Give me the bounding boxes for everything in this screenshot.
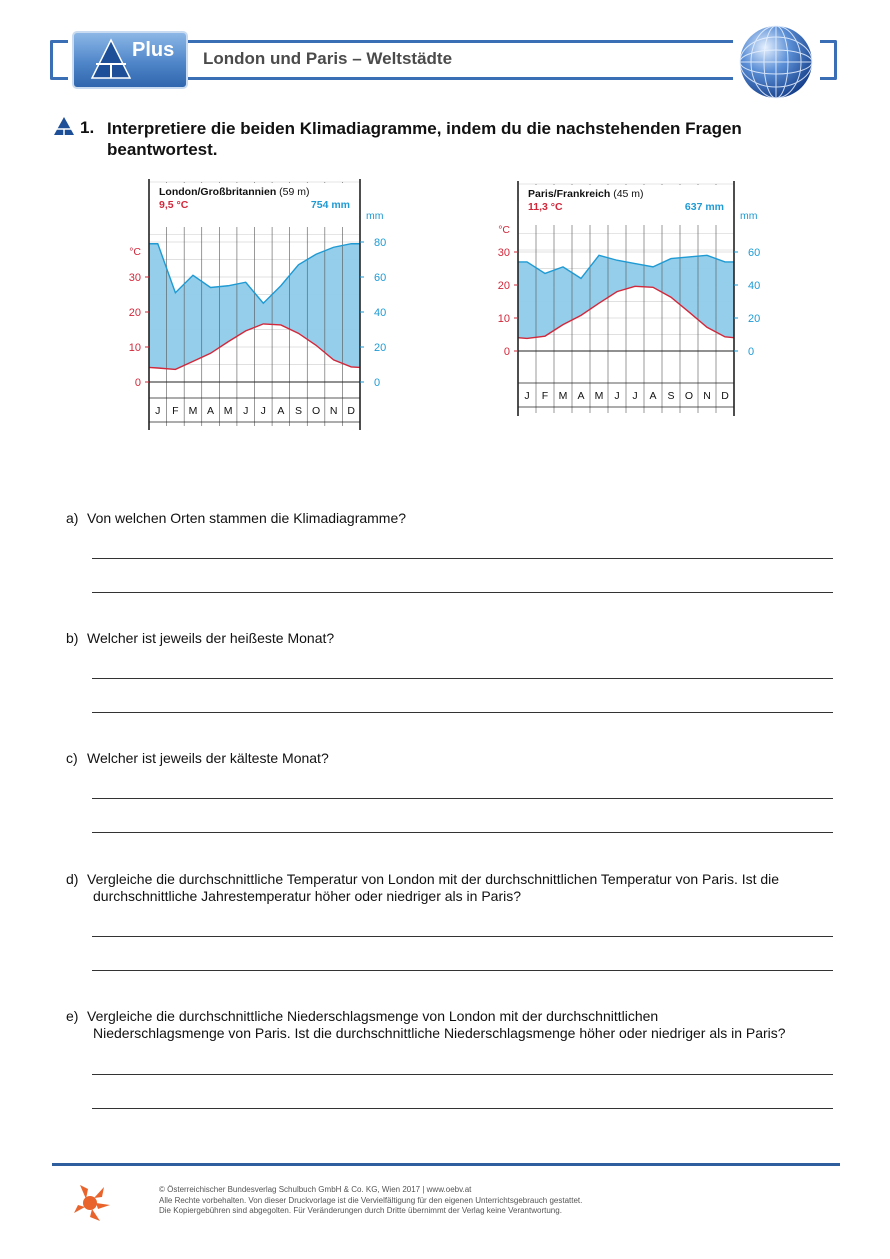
month-label: N	[329, 405, 338, 417]
chart-title	[528, 188, 644, 200]
document-title: London und Paris – Weltstädte	[203, 49, 453, 68]
month-label: M	[223, 405, 233, 417]
precipitation-tick-label: 20	[374, 342, 387, 354]
question-a	[66, 510, 846, 527]
station-elevation: (45 m)	[610, 188, 644, 200]
footer-line-2: Alle Rechte vorbehalten. Von dieser Druckvorlage ist die Vervielfältigung für den eigenen Unterrichtsgebrauch gestattet.	[159, 1195, 583, 1205]
month-label: J	[632, 390, 638, 402]
precipitation-tick-label: 0	[748, 346, 755, 358]
station-elevation: (59 m)	[276, 186, 310, 198]
month-label: D	[721, 390, 729, 402]
month-label: M	[188, 405, 198, 417]
month-label: M	[558, 390, 568, 402]
precipitation-tick-label: 0	[374, 377, 381, 389]
month-label: N	[703, 390, 711, 402]
climate-chart-london	[120, 176, 395, 432]
globe-icon	[738, 24, 814, 100]
question-label: c)	[66, 750, 78, 766]
answer-line[interactable]	[92, 936, 833, 937]
temperature-unit: °C	[129, 246, 141, 258]
temperature-tick-label: 30	[128, 272, 141, 284]
answer-line[interactable]	[92, 970, 833, 971]
answer-line[interactable]	[92, 712, 833, 713]
month-label: J	[155, 405, 161, 417]
precipitation-tick-label: 60	[748, 247, 761, 259]
question-text: Welcher ist jeweils der heißeste Monat?	[87, 630, 335, 646]
temperature-tick-label: 0	[503, 346, 510, 358]
question-text: Vergleiche die durchschnittliche Temperatur von London mit der durchschnittlichen Temperatur von Paris. Ist die	[87, 871, 780, 887]
month-label: M	[594, 390, 604, 402]
task-number: 1.	[80, 118, 95, 137]
question-text: Vergleiche die durchschnittliche Niederschlagsmenge von London mit der durchschnittlichen	[87, 1008, 659, 1024]
question-text-continued: Niederschlagsmenge von Paris. Ist die durchschnittliche Niederschlagsmenge höher oder niedriger als in Paris?	[93, 1025, 786, 1041]
temperature-tick-label: 30	[497, 247, 510, 259]
answer-line[interactable]	[92, 558, 833, 559]
month-label: A	[649, 390, 657, 402]
station-name: London/Großbritannien	[159, 186, 277, 198]
answer-line[interactable]	[92, 832, 833, 833]
month-label: J	[260, 405, 266, 417]
month-label: S	[294, 405, 302, 417]
month-label: J	[614, 390, 620, 402]
climate-chart-paris	[490, 176, 765, 416]
answer-line[interactable]	[92, 1108, 833, 1109]
question-text-continued: durchschnittliche Jahrestemperatur höher oder niedriger als in Paris?	[93, 888, 521, 904]
month-label: J	[243, 405, 249, 417]
plus-logo	[72, 31, 188, 89]
precipitation-unit: mm	[740, 210, 758, 222]
month-label: A	[207, 405, 215, 417]
task-triangle-icon	[53, 116, 75, 136]
temperature-tick-label: 20	[497, 280, 510, 292]
footer-line-1: © Österreichischer Bundesverlag Schulbuch GmbH & Co. KG, Wien 2017 | www.oebv.at	[159, 1185, 472, 1194]
precipitation-tick-label: 80	[374, 237, 387, 249]
question-label: a)	[66, 510, 79, 526]
footer-copyright	[159, 1185, 582, 1217]
station-name: Paris/Frankreich	[528, 188, 611, 200]
month-label: O	[684, 390, 694, 402]
precipitation-tick-label: 20	[748, 313, 761, 325]
question-b	[66, 630, 846, 647]
publisher-logo-icon	[72, 1183, 112, 1223]
answer-line[interactable]	[92, 798, 833, 799]
month-label: F	[172, 405, 179, 417]
answer-line[interactable]	[92, 1074, 833, 1075]
precipitation-tick-label: 60	[374, 272, 387, 284]
footer-line-3: Die Kopiergebühren sind abgegolten. Für Veränderungen durch Dritte übernimmt der Verlag keine Verantwortung.	[159, 1206, 562, 1215]
logo-text: Plus	[132, 39, 175, 61]
temperature-unit: °C	[498, 224, 510, 236]
month-label: A	[577, 390, 585, 402]
task-instruction: Interpretiere die beiden Klimadiagramme, indem du die nachstehenden Fragen beantwortest.	[107, 119, 742, 159]
precipitation-tick-label: 40	[374, 307, 387, 319]
precipitation-tick-label: 40	[748, 280, 761, 292]
question-label: e)	[66, 1008, 79, 1024]
mean-temperature: 9,5 °C	[159, 199, 189, 211]
question-d	[66, 871, 846, 905]
question-label: b)	[66, 630, 79, 646]
precipitation-unit: mm	[366, 210, 384, 222]
answer-line[interactable]	[92, 592, 833, 593]
month-label: J	[524, 390, 530, 402]
triangle-logo-icon	[90, 38, 132, 80]
question-e	[66, 1008, 846, 1042]
annual-precipitation: 754 mm	[310, 199, 350, 211]
answer-line[interactable]	[92, 678, 833, 679]
month-label: D	[347, 405, 356, 417]
question-label: d)	[66, 871, 79, 887]
month-label: S	[667, 390, 675, 402]
mean-temperature: 11,3 °C	[528, 201, 563, 213]
question-c	[66, 750, 846, 767]
annual-precipitation: 637 mm	[684, 201, 724, 213]
question-text: Von welchen Orten stammen die Klimadiagramme?	[87, 510, 407, 526]
temperature-tick-label: 20	[128, 307, 141, 319]
month-label: A	[277, 405, 285, 417]
temperature-tick-label: 10	[497, 313, 510, 325]
temperature-tick-label: 0	[134, 377, 141, 389]
month-label: F	[541, 390, 549, 402]
month-label: O	[311, 405, 321, 417]
chart-title	[159, 186, 310, 198]
question-text: Welcher ist jeweils der kälteste Monat?	[87, 750, 329, 766]
temperature-tick-label: 10	[128, 342, 141, 354]
footer-divider	[52, 1163, 840, 1166]
